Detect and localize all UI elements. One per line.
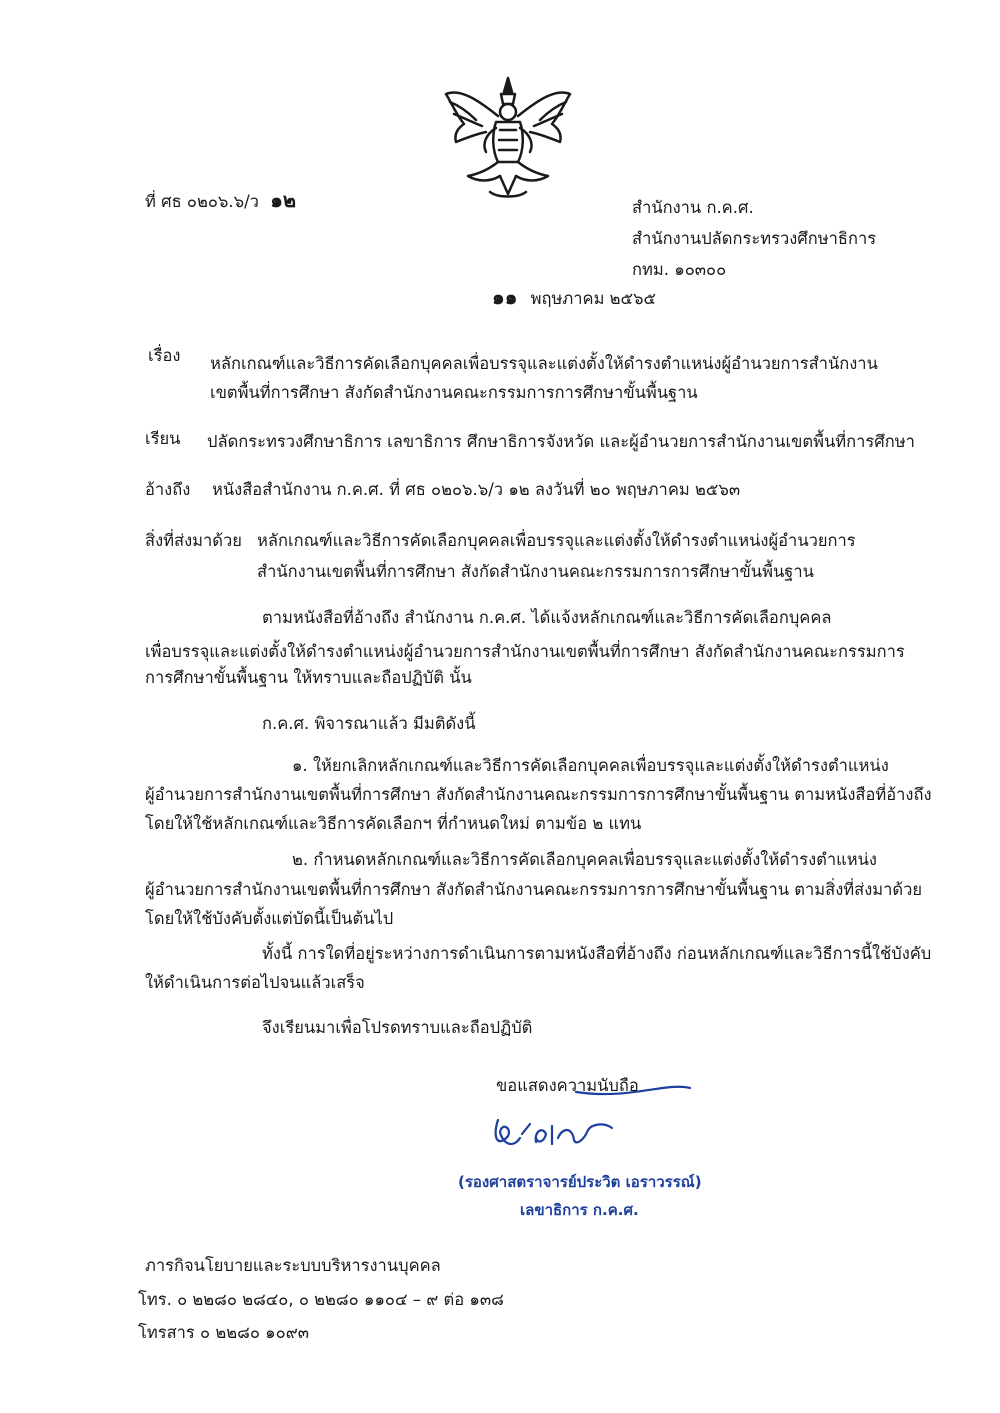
office-line-2: สำนักงานปลัดกระทรวงศึกษาธิการ <box>632 229 877 248</box>
footer-phone: โทร. ๐ ๒๒๘๐ ๒๘๔๐, ๐ ๒๒๘๐ ๑๑๐๔ – ๙ ต่อ ๑๓๘ <box>138 1290 504 1309</box>
para1-line-3: การศึกษาขั้นพื้นฐาน ให้ทราบและถือปฏิบัติ นั้น <box>145 668 472 687</box>
signatory-position: เลขาธิการ ก.ค.ศ. <box>520 1201 639 1219</box>
document-date <box>492 287 656 308</box>
reference-handwritten-number: ๑๒ <box>270 188 297 212</box>
salutation: ขอแสดงความนับถือ <box>496 1076 639 1095</box>
item2-line-1: ๒. กำหนดหลักเกณฑ์และวิธีการคัดเลือกบุคคลเพื่อบรรจุและแต่งตั้งให้ดำรงตำแหน่ง <box>292 850 877 869</box>
reference-label: อ้างถึง <box>145 480 191 499</box>
document-reference-number <box>145 190 296 211</box>
item2-line-3: โดยให้ใช้บังคับตั้งแต่บัดนี้เป็นต้นไป <box>145 909 394 928</box>
note-line-1: ทั้งนี้ การใดที่อยู่ระหว่างการดำเนินการตามหนังสือที่อ้างถึง ก่อนหลักเกณฑ์และวิธีการนี้ใช้บังคับ <box>262 944 932 963</box>
office-line-3: กทม. ๑๐๓๐๐ <box>632 260 727 279</box>
recipient-label: เรียน <box>145 429 181 448</box>
footer-department: ภารกิจนโยบายและระบบบริหารงานบุคคล <box>145 1256 441 1275</box>
subject-line-1: หลักเกณฑ์และวิธีการคัดเลือกบุคคลเพื่อบรรจุและแต่งตั้งให้ดำรงตำแหน่งผู้อำนวยการสำนักงาน <box>210 354 878 373</box>
date-month-year: พฤษภาคม ๒๕๖๕ <box>530 289 657 308</box>
item1-line-2: ผู้อำนวยการสำนักงานเขตพื้นที่การศึกษา สังกัดสำนักงานคณะกรรมการการศึกษาขั้นพื้นฐาน ตามหนังสือที่อ้างถึง <box>145 785 932 804</box>
para1-line-1: ตามหนังสือที่อ้างถึง สำนักงาน ก.ค.ศ. ได้แจ้งหลักเกณฑ์และวิธีการคัดเลือกบุคคล <box>262 608 832 627</box>
item1-line-1: ๑. ให้ยกเลิกหลักเกณฑ์และวิธีการคัดเลือกบุคคลเพื่อบรรจุและแต่งตั้งให้ดำรงตำแหน่ง <box>292 756 889 775</box>
date-day: ๑๑ <box>492 285 518 309</box>
signatory-name: (รองศาสตราจารย์ประวิต เอราวรรณ์) <box>458 1173 702 1191</box>
office-line-1: สำนักงาน ก.ค.ศ. <box>632 198 754 217</box>
enclosure-line-1: หลักเกณฑ์และวิธีการคัดเลือกบุคคลเพื่อบรรจุและแต่งตั้งให้ดำรงตำแหน่งผู้อำนวยการ <box>257 531 856 550</box>
resolution-intro: ก.ค.ศ. พิจารณาแล้ว มีมติดังนี้ <box>262 714 476 733</box>
closing-text: จึงเรียนมาเพื่อโปรดทราบและถือปฏิบัติ <box>262 1018 533 1037</box>
reference-text: หนังสือสำนักงาน ก.ค.ศ. ที่ ศธ ๐๒๐๖.๖/ว ๑๒ ลงวันที่ ๒๐ พฤษภาคม ๒๕๖๓ <box>212 480 741 499</box>
recipient-text: ปลัดกระทรวงศึกษาธิการ เลขาธิการ ศึกษาธิการจังหวัด และผู้อำนวยการสำนักงานเขตพื้นที่การศึกษา <box>207 432 915 451</box>
para1-line-2: เพื่อบรรจุและแต่งตั้งให้ดำรงตำแหน่งผู้อำนวยการสำนักงานเขตพื้นที่การศึกษา สังกัดสำนักงานคณะกรรมการ <box>145 642 905 661</box>
subject-line-2: เขตพื้นที่การศึกษา สังกัดสำนักงานคณะกรรมการการศึกษาขั้นพื้นฐาน <box>210 383 698 402</box>
footer-fax: โทรสาร ๐ ๒๒๘๐ ๑๐๙๓ <box>138 1323 310 1342</box>
enclosure-line-2: สำนักงานเขตพื้นที่การศึกษา สังกัดสำนักงานคณะกรรมการการศึกษาขั้นพื้นฐาน <box>257 562 814 581</box>
item1-line-3: โดยให้ใช้หลักเกณฑ์และวิธีการคัดเลือกฯ ที่กำหนดใหม่ ตามข้อ ๒ แทน <box>145 814 642 833</box>
garuda-emblem-icon <box>438 70 578 210</box>
item2-line-2: ผู้อำนวยการสำนักงานเขตพื้นที่การศึกษา สังกัดสำนักงานคณะกรรมการการศึกษาขั้นพื้นฐาน ตามสิ่งที่ส่งมาด้วย <box>145 880 923 899</box>
reference-prefix: ที่ ศธ ๐๒๐๖.๖/ว <box>145 192 259 211</box>
handwritten-signature <box>480 1082 700 1160</box>
enclosure-label: สิ่งที่ส่งมาด้วย <box>145 531 242 550</box>
note-line-2: ให้ดำเนินการต่อไปจนแล้วเสร็จ <box>145 973 365 992</box>
subject-label: เรื่อง <box>148 346 181 365</box>
